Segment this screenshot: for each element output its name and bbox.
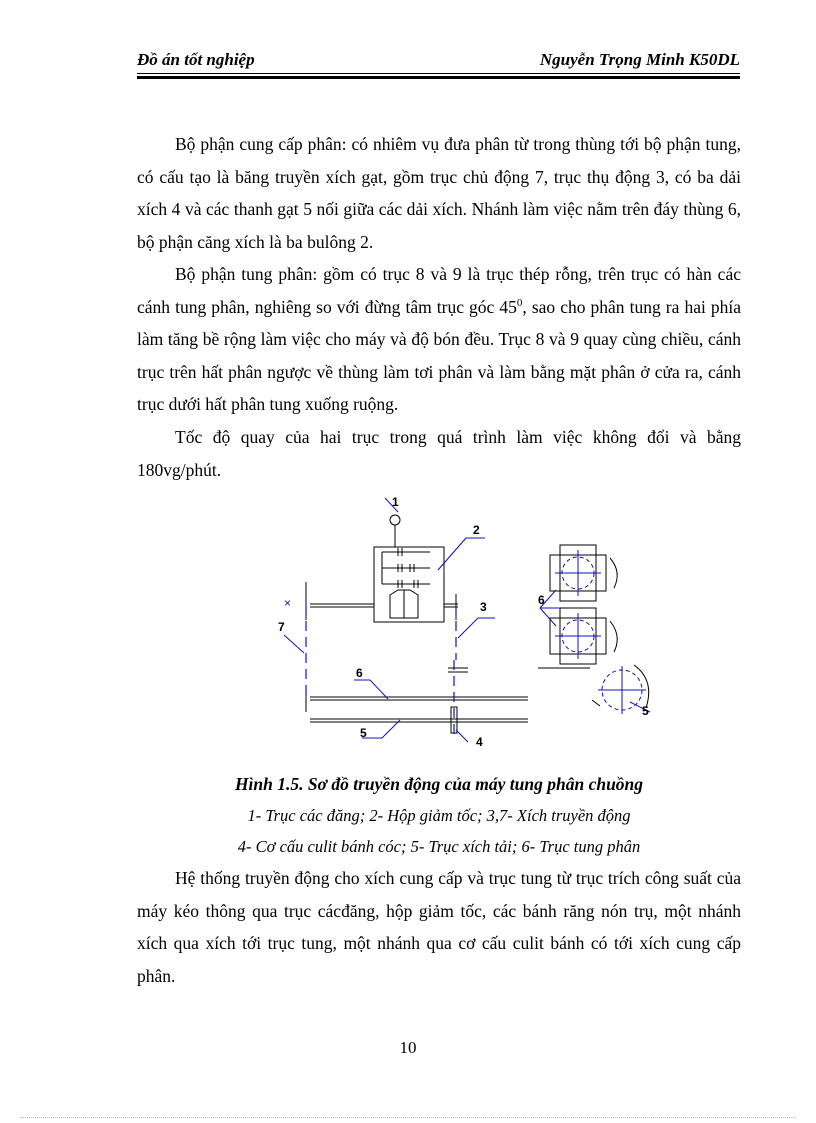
figure-caption-title: Hình 1.5. Sơ đồ truyền động của máy tung phân chuồng [234, 774, 644, 794]
label-7: 7 [278, 620, 285, 634]
paragraph-spreader [137, 258, 741, 421]
paragraph-transmission: Hệ thống truyền động cho xích cung cấp và trục tung từ trục trích công suất của máy kéo thông qua trục cácđăng, hộp giảm tốc, các bánh răng nón trụ, một nhánh xích qua xích tới trục tung, một nhánh qua cơ cấu culit bánh có tới xích cung cấp phân. [137, 868, 741, 986]
header-rule-thin [137, 73, 740, 74]
label-4: 4 [476, 735, 483, 749]
figure-caption-line-2: 4- Cơ cấu culit bánh cóc; 5- Trục xích tải; 6- Trục tung phân [237, 837, 641, 856]
transmission-diagram [270, 490, 670, 755]
paragraph-speed: Tốc độ quay của hai trục trong quá trình làm việc không đổi và bằng 180vg/phút. [137, 427, 741, 480]
header-rule-thick [137, 76, 740, 79]
page-header [137, 50, 740, 72]
footer-divider [20, 1117, 796, 1118]
label-1: 1 [392, 495, 399, 509]
svg-text:×: × [284, 596, 292, 610]
paragraph-supply: Bộ phận cung cấp phân: có nhiêm vụ đưa phân từ trong thùng tới bộ phận tung, có cấu tạo là băng truyền xích gạt, gồm trục chủ động 7, trục thụ động 3, có ba dải xích 4 và các thanh gạt 5 nối giữa các dải xích. Nhánh làm việc nằm trên đáy thùng 6, bộ phận căng xích là ba bulông 2. [137, 134, 741, 252]
paragraph-spreader-part1: Bộ phận tung phân: gồm có trục 8 và 9 là trục thép rỗng, trên trục có hàn các cánh tung phân, nghiêng so với đừng tâm trục góc 45 [137, 264, 741, 317]
label-rotor-5: 5 [642, 704, 649, 718]
label-2: 2 [473, 523, 480, 537]
cardan-joint [390, 515, 400, 525]
header-left-title: Đồ án tốt nghiệp [137, 50, 255, 69]
label-rotor-6: 6 [538, 593, 545, 607]
degree-superscript: 0 [516, 296, 523, 309]
label-3: 3 [480, 600, 487, 614]
figure-caption-line-1: 1- Trục các đăng; 2- Hộp giảm tốc; 3,7- Xích truyền động [247, 806, 631, 825]
paragraph-spreader-part2: , sao cho phân tung ra hai phía làm tăng bề rộng làm việc cho máy và độ bón đều. Trục 8 và 9 quay cùng chiều, cánh trục trên hất phân ngược về thùng làm tơi phân và làm bằng mặt phân ở cửa ra, cánh trục dưới hất phân tung xuống ruộng. [137, 296, 742, 414]
label-5: 5 [360, 726, 367, 740]
header-author: Nguyễn Trọng Minh K50DL [539, 50, 740, 69]
label-6: 6 [356, 666, 363, 680]
page-number: 10 [399, 1038, 417, 1057]
